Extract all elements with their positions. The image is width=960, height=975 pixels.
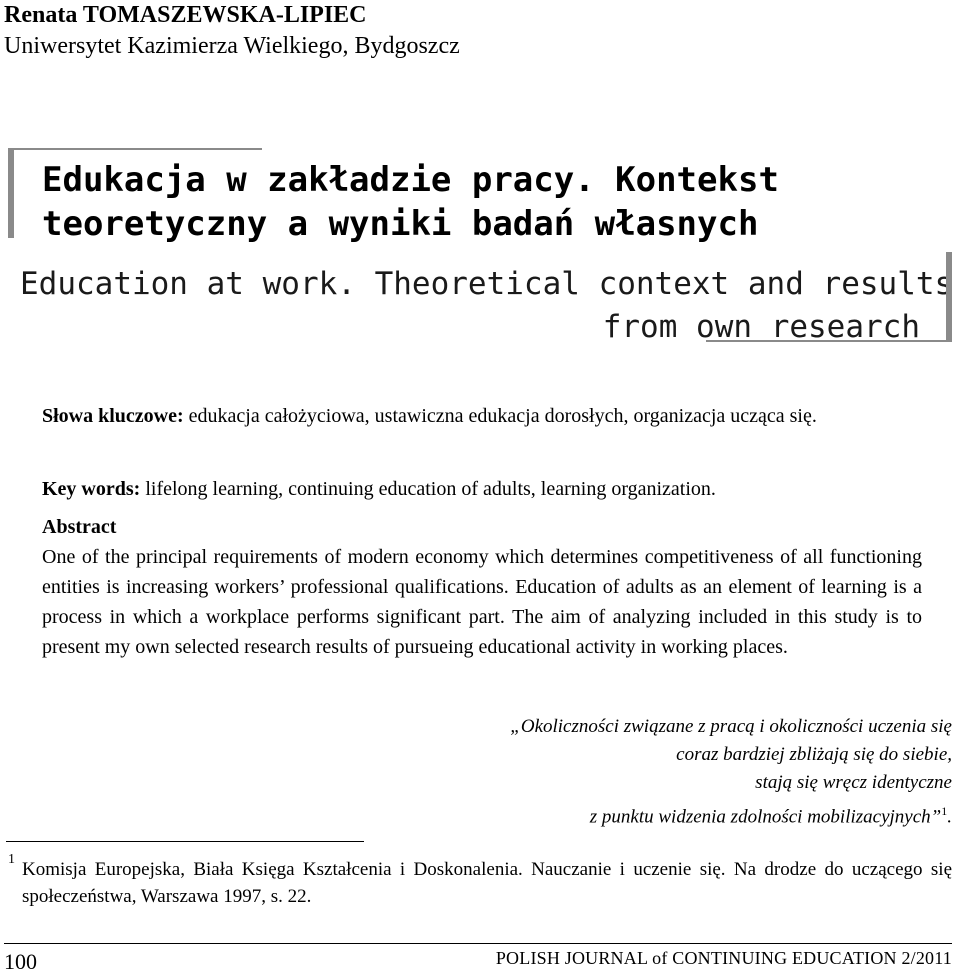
keywords-english bbox=[42, 474, 922, 504]
footnote-reference[interactable]: 1 bbox=[941, 804, 948, 818]
title-polish-line-2: teoretyczny a wyniki badań własnych bbox=[42, 204, 759, 244]
title-bracket-right bbox=[706, 252, 952, 342]
motto-line-4: z punktu widzenia zdolności mobilizacyjnych” bbox=[589, 806, 942, 828]
abstract-text: One of the principal requirements of modern economy which determines competitiveness of all functioning entities is increasing workers’ professional qualifications. Education of adults as an element of learning is a process in which a workplace performs significant part. The aim of analyzing included in this study is to present my own selected research results of pursueing educational activity in working places. bbox=[42, 546, 922, 658]
motto-line-1: „Okoliczności związane z pracą i okoliczności uczenia się bbox=[510, 716, 952, 737]
keywords-english-text: lifelong learning, continuing education of adults, learning organization. bbox=[140, 478, 716, 500]
motto-end: . bbox=[947, 806, 952, 828]
footer-divider bbox=[4, 943, 952, 944]
author-affiliation: Uniwersytet Kazimierza Wielkiego, Bydgoszcz bbox=[4, 33, 460, 59]
keywords-polish-label: Słowa kluczowe: bbox=[42, 405, 184, 427]
footnote-mark: 1 bbox=[8, 852, 15, 867]
motto-line-3: stają się wręcz identyczne bbox=[755, 772, 952, 793]
journal-name: POLISH JOURNAL of CONTINUING EDUCATION 2/2011 bbox=[495, 948, 952, 968]
title-polish bbox=[42, 158, 779, 246]
motto-line-4-wrap bbox=[420, 797, 952, 831]
motto-quote bbox=[420, 713, 952, 831]
page-number: 100 bbox=[4, 949, 37, 974]
title-polish-line-1: Edukacja w zakładzie pracy. Kontekst bbox=[42, 160, 779, 200]
footnote-divider bbox=[6, 841, 364, 842]
abstract-heading: Abstract bbox=[42, 516, 117, 538]
keywords-polish-text: edukacja całożyciowa, ustawiczna edukacja dorosłych, organizacja ucząca się. bbox=[183, 405, 817, 427]
title-english-line-1: Education at work. Theoretical context and results bbox=[20, 266, 954, 302]
motto-line-2: coraz bardziej zbliżają się do siebie, bbox=[676, 744, 952, 765]
keywords-english-label: Key words: bbox=[42, 478, 141, 500]
footnote-text: Komisja Europejska, Biała Księga Kształcenia i Doskonalenia. Nauczanie i uczenie się. Na drodze do uczącego się społeczeństwa, Warszawa 1997, s. 22. bbox=[22, 859, 952, 907]
author-name: Renata TOMASZEWSKA-LIPIEC bbox=[4, 2, 367, 28]
title-english-line-2: from own research bbox=[602, 309, 920, 345]
keywords-polish bbox=[42, 401, 922, 431]
